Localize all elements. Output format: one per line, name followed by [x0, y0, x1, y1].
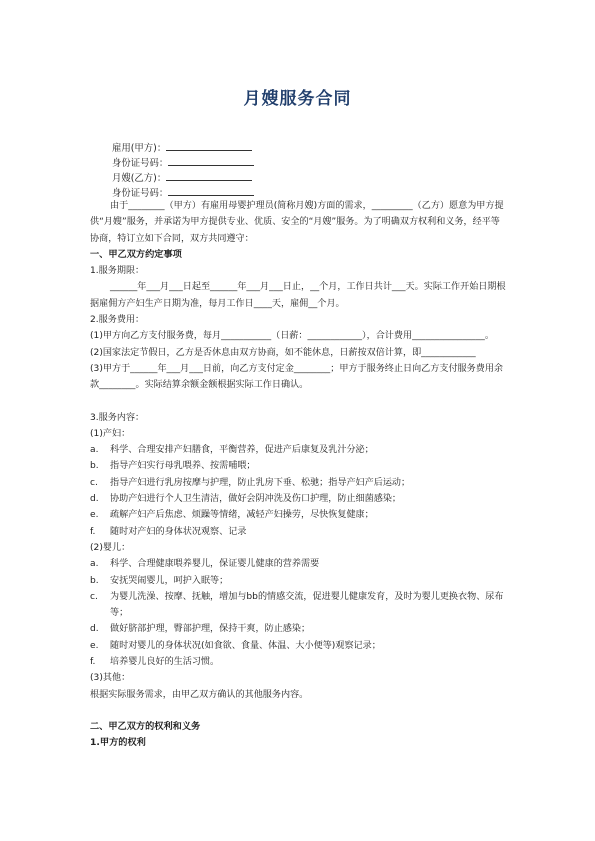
- list-item: [90, 458, 506, 474]
- list-item: [90, 654, 506, 670]
- list-item: [90, 475, 506, 491]
- list-item: [90, 589, 506, 622]
- list-item: [90, 621, 506, 637]
- employer-blank: [166, 141, 252, 151]
- intro-paragraph: 由于________（甲方）有雇用母婴护理员(简称月嫂)方面的需求，_________（乙方）愿意为甲方提供“月嫂”服务，并承诺为甲方提供专业、优质、安全的“月嫂”服务。为了明确双方权利和义务，经平等协商，特订立如下合同，双方共同遵守：: [90, 201, 504, 244]
- list-marker: d.: [90, 494, 99, 505]
- employer-id-blank: [168, 156, 254, 166]
- list-item: [90, 556, 506, 572]
- list-marker: c.: [90, 591, 98, 602]
- list-marker: a.: [90, 445, 99, 456]
- spacer: [90, 394, 506, 410]
- list-text: 科学、合理安排产妇膳食，平衡营养，促进产后康复及乳汁分泌；: [110, 445, 374, 456]
- list-marker: a.: [90, 559, 99, 570]
- list-text: 科学、合理健康喂养婴儿，保证婴儿健康的营养需要: [110, 559, 320, 570]
- list-item: [90, 442, 506, 458]
- nanny-field: [112, 171, 252, 185]
- other-text: 根据实际服务需求，由甲乙双方确认的其他服务内容。: [90, 689, 309, 700]
- spacer: [90, 703, 506, 719]
- employer-id-field: [112, 156, 254, 170]
- list-text: 指导产妇实行母乳喂养、按需哺喂；: [110, 461, 256, 472]
- page-title: 月嫂服务合同: [243, 89, 352, 109]
- service-term-heading: 1.服务期限：: [90, 266, 145, 277]
- party-a-rights-heading: 1.甲方的权利: [90, 737, 146, 749]
- list-marker: f.: [90, 657, 96, 668]
- service-fee-item-2: (2)国家法定节假日，乙方是否休息由双方协商，如不能休息，日薪按双倍计算，即____________: [90, 347, 476, 358]
- list-text: 安抚哭闹婴儿，呵护入眠等；: [110, 575, 229, 586]
- service-fee-heading: 2.服务费用：: [90, 315, 145, 326]
- list-marker: f.: [90, 526, 96, 537]
- list-text: 随时对产妇的身体状况观察、记录: [110, 526, 247, 537]
- employer-id-label: 身份证号码：: [112, 158, 169, 169]
- list-text: 指导产妇进行乳房按摩与护理，防止乳房下垂、松驰；指导产妇产后运动；: [110, 477, 411, 488]
- list-marker: e.: [90, 640, 99, 651]
- list-item: [90, 507, 506, 523]
- list-text: 随时对婴儿的身体状况(如食欲、食量、体温、大小便等)观察记录；: [110, 640, 381, 651]
- other-heading: (3)其他：: [90, 673, 131, 684]
- list-text: 协助产妇进行个人卫生清洁，做好会阴冲洗及伤口护理，防止细菌感染；: [110, 494, 402, 505]
- nanny-blank: [166, 171, 252, 181]
- section-1-heading: 一、甲乙双方约定事项: [90, 248, 182, 260]
- list-marker: d.: [90, 624, 99, 635]
- service-term-text: ______年___月___日起至______年___月___日止，__个月，工作日共计___天。实际工作开始日期根据雇佣方产妇生产日期为准，每月工作日____天，雇佣__个月。: [90, 282, 506, 309]
- service-content-heading: 3.服务内容：: [90, 412, 145, 423]
- section-2-heading: 二、甲乙双方的权利和义务: [90, 720, 201, 732]
- baby-heading: (2)婴儿：: [90, 542, 131, 553]
- nanny-id-label: 身份证号码：: [112, 188, 169, 199]
- list-marker: e.: [90, 510, 99, 521]
- list-text: 疏解产妇产后焦虑、烦躁等情绪，减轻产妇操劳，尽快恢复健康；: [110, 510, 374, 521]
- list-item: [90, 524, 506, 540]
- list-text: 为婴儿洗澡、按摩、抚触，增加与bb的情感交流，促进婴儿健康发育，及时为婴儿更换衣物、尿布等；: [110, 591, 504, 619]
- contract-body: [90, 198, 506, 752]
- list-item: [90, 491, 506, 507]
- service-fee-item-1: (1)甲方向乙方支付服务费，每月___________（日薪：____________），合计费用________________。: [90, 331, 494, 342]
- list-marker: c.: [90, 477, 98, 488]
- service-fee-item-3: (3)甲方于______年___月___日前，向乙方支付定金________；甲方于服务终止日向乙方支付服务费用余款________。实际结算余额金额根据实际工作日确认。: [90, 363, 504, 391]
- list-marker: b.: [90, 461, 99, 472]
- list-item: [90, 573, 506, 589]
- nanny-id-blank: [168, 186, 254, 196]
- mother-heading: (1)产妇：: [90, 428, 131, 439]
- employer-field: [112, 141, 252, 155]
- list-text: 做好脐部护理，臀部护理，保持干爽，防止感染；: [110, 624, 311, 635]
- list-marker: b.: [90, 575, 99, 586]
- nanny-label: 月嫂(乙方)：: [112, 173, 167, 184]
- employer-label: 雇用(甲方)：: [112, 143, 167, 154]
- list-item: [90, 638, 506, 654]
- list-text: 培养婴儿良好的生活习惯。: [110, 657, 220, 668]
